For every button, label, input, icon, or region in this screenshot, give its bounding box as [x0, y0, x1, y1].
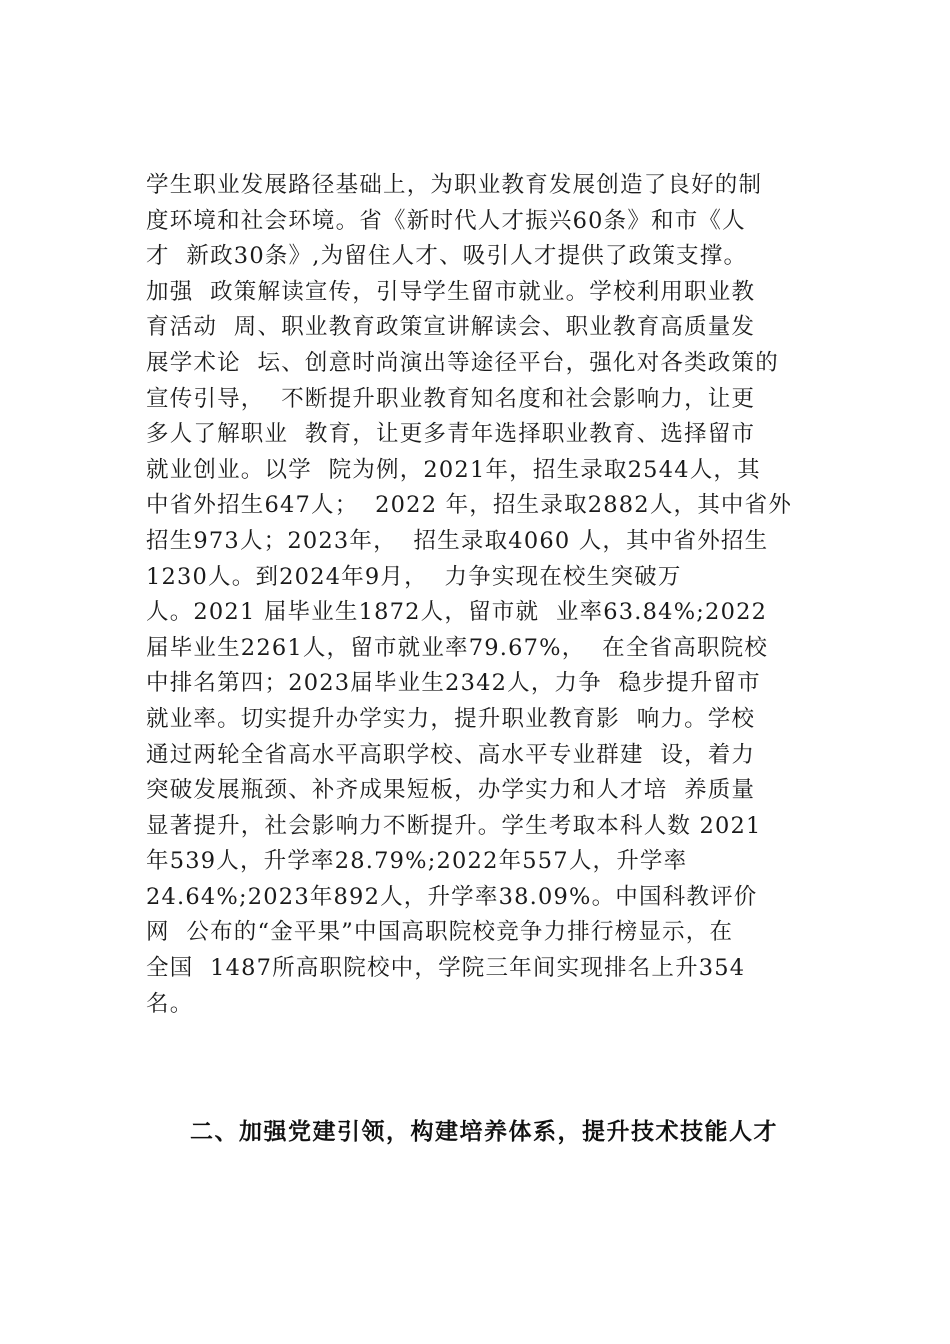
text-line: 届毕业生2261人，留市就业率79.67%， 在全省高职院校 [146, 634, 769, 661]
text-line: 显著提升，社会影响力不断提升。学生考取本科人数 2021 [146, 812, 762, 839]
text-line: 中省外招生647人； 2022 年，招生录取2882人，其中省外 [146, 492, 793, 519]
text-line: 年539人，升学率28.79%;2022年557人，升学率 [146, 848, 688, 875]
text-line: 展学术论 坛、创意时尚演出等途径平台，强化对各类政策的 [146, 349, 779, 376]
text-line: 就业创业。以学 院为例，2021年，招生录取2544人，其 [146, 456, 761, 483]
text-line: 才 新政30条》,为留住人才、吸引人才提供了政策支撑。 [146, 243, 748, 270]
body-paragraph [146, 168, 826, 1022]
section-heading: 二、加强党建引领，构建培养体系，提升技术技能人才 [190, 1119, 778, 1145]
text-line: 多人了解职业 教育，让更多青年选择职业教育、选择留市 [146, 421, 756, 448]
text-line: 1230人。到2024年9月， 力争实现在校生突破万 [146, 563, 682, 590]
text-line: 度环境和社会环境。省《新时代人才振兴60条》和市《人 [146, 207, 746, 234]
text-line: 网 公布的“金平果”中国高职院校竞争力排行榜显示，在 [146, 919, 734, 946]
text-line: 通过两轮全省高水平高职学校、高水平专业群建 设，着力 [146, 741, 756, 768]
text-line: 突破发展瓶颈、补齐成果短板，办学实力和人才培 养质量 [146, 777, 756, 804]
text-line: 学生职业发展路径基础上，为职业教育发展创造了良好的制 [146, 172, 763, 198]
text-line: 加强 政策解读宣传，引导学生留市就业。学校利用职业教 [146, 278, 756, 305]
text-line: 就业率。切实提升办学实力，提升职业教育影 响力。学校 [146, 705, 756, 732]
text-line: 宣传引导， 不断提升职业教育知名度和社会影响力，让更 [146, 385, 756, 412]
text-line: 24.64%;2023年892人，升学率38.09%。中国科教评价 [146, 883, 758, 910]
text-line: 人。2021 届毕业生1872人，留市就 业率63.84%;2022 [146, 599, 768, 626]
text-line: 育活动 周、职业教育政策宣讲解读会、职业教育高质量发 [146, 314, 756, 341]
text-line: 中排名第四；2023届毕业生2342人，力争 稳步提升留市 [146, 670, 761, 697]
text-line: 全国 1487所高职院校中，学院三年间实现排名上升354 [146, 955, 746, 982]
text-line: 名。 [146, 990, 194, 1017]
text-line: 招生973人；2023年， 招生录取4060 人，其中省外招生 [146, 527, 769, 554]
